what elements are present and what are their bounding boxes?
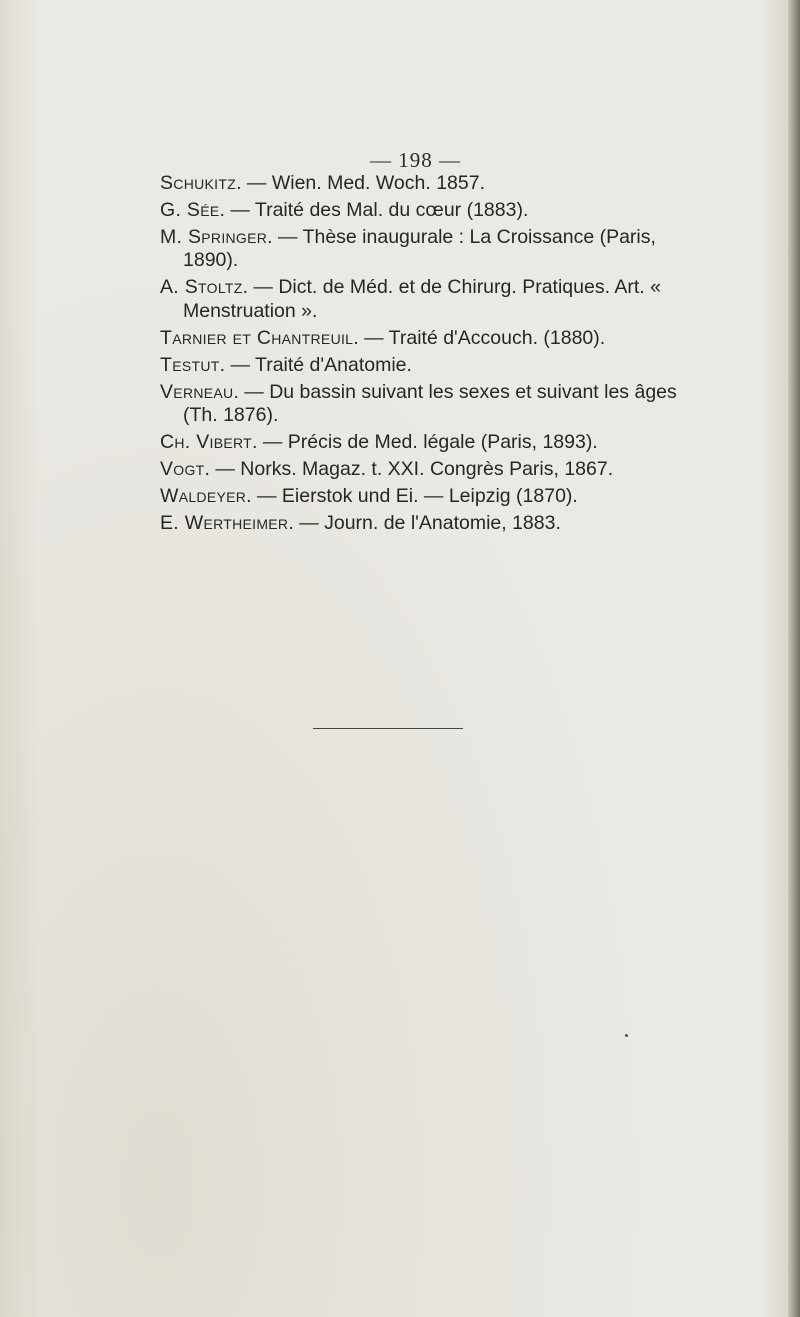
bibliography-entry	[160, 172, 680, 196]
bibliography-entry	[160, 226, 680, 273]
entry-text: . — Norks. Magaz. t. XXI. Congrès Paris, 1867.	[204, 458, 614, 481]
entry-author: Vogt	[160, 458, 205, 481]
bibliography-entry	[160, 381, 680, 428]
entry-text: . — Thèse inaugurale : La Croissance (Paris, 1890).	[183, 225, 656, 272]
page-edge-shadow	[788, 0, 800, 1317]
entry-text: . — Eierstok und Ei. — Leipzig (1870).	[246, 485, 578, 508]
bibliography-entry	[160, 327, 680, 351]
bibliography-entry	[160, 431, 680, 455]
entry-author: M. Springer	[160, 225, 268, 248]
bibliography-entry	[160, 276, 680, 323]
entry-author: Waldeyer	[160, 485, 247, 508]
bibliography-list	[160, 172, 680, 539]
bibliography-entry	[160, 485, 680, 509]
entry-text: . — Du bassin suivant les sexes et suivant les âges (Th. 1876).	[183, 380, 677, 427]
entry-author: E. Wertheimer	[160, 512, 289, 535]
entry-author: Testut	[160, 353, 220, 376]
bibliography-entry	[160, 199, 680, 223]
entry-author: Schukitz	[160, 172, 237, 194]
entry-text: . — Wien. Med. Woch. 1857.	[236, 172, 485, 194]
entry-text: . — Traité d'Accouch. (1880).	[353, 326, 606, 349]
entry-text: . — Journ. de l'Anatomie, 1883.	[288, 512, 561, 535]
entry-author: Tarnier et Chantreuil	[160, 326, 354, 349]
page-number: — 198 —	[370, 148, 461, 172]
entry-text: . — Dict. de Méd. et de Chirurg. Pratiques. Art. « Menstruation ».	[183, 276, 661, 323]
entry-author: G. Sée	[160, 198, 220, 221]
bibliography-entry	[160, 458, 680, 482]
end-rule-divider	[313, 728, 463, 729]
bibliography-entry	[160, 354, 680, 378]
entry-author: A. Stoltz	[160, 276, 243, 299]
paper-speck	[625, 1034, 628, 1037]
entry-text: . — Traité des Mal. du cœur (1883).	[219, 198, 529, 221]
entry-author: Verneau	[160, 380, 234, 403]
entry-text: . — Précis de Med. légale (Paris, 1893).	[252, 431, 598, 454]
bibliography-entry	[160, 512, 680, 536]
entry-author: Ch. Vibert	[160, 431, 253, 454]
entry-text: . — Traité d'Anatomie.	[219, 353, 412, 376]
